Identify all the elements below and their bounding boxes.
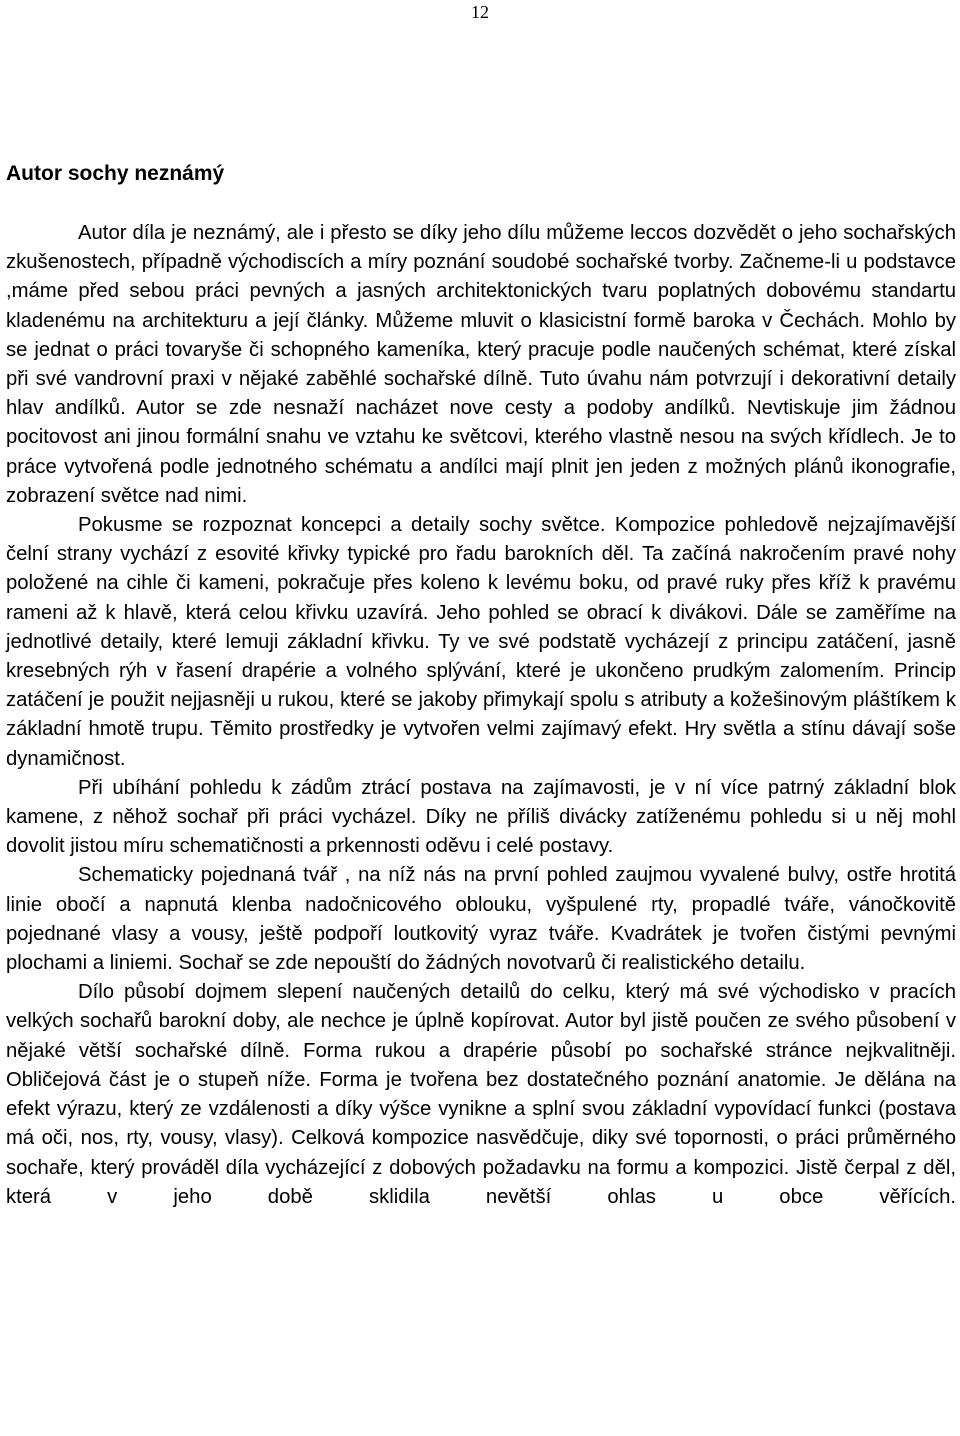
section-heading: Autor sochy neznámý — [6, 162, 225, 185]
paragraph-4: Schematicky pojednaná tvář , na níž nás na první pohled zaujmou vyvalené bulvy, ostře hrotitá linie obočí a napnutá klenba nadočnicového oblouku, vyšpulené rty, propadlé tváře, vánočkovitě pojednané vlasy a vousy, ještě podpoří loutkovitý vyraz tváře. Kvadrátek je tvořen čistými pevnými plochami a liniemi. Sochař se zde nepouští do žádných novotvarů či realistického detailu. — [6, 864, 956, 975]
paragraph-1: Autor díla je neznámý, ale i přesto se díky jeho dílu můžeme leccos dozvědět o jeho sochařských zkušenostech, případně východiscích a míry poznání soudobé sochařské tvorby. Začneme-li u podstavce ,máme před sebou práci pevných a jasných architektonických tvaru poplatných dobovému standartu kladenému na architekturu a její články. Můžeme mluvit o klasicistní formě baroka v Čechách. Mohlo by se jednat o práci tovaryše či schopného kameníka, který pracuje podle naučených schémat, které získal při své vandrovní praxi v nějaké zaběhlé sochařské dílně. Tuto úvahu nám potvrzují i dekorativní detaily hlav andílků. Autor se zde nesnaží nacházet nove cesty a podoby andílků. Nevtiskuje jim žádnou pocitovost ani jinou formální snahu ve vztahu ke světcovi, kterého vlastně nesou na svých křídlech. Je to práce vytvořená podle jednotného schématu a andílci mají plnit jen jeden z možných plánů ikonografie, zobrazení světce nad nimi. — [6, 222, 956, 507]
body-text — [6, 219, 956, 1212]
paragraph-5: Dílo působí dojmem slepení naučených detailů do celku, který má své východisko v pracích velkých sochařů barokní doby, ale nechce je úplně kopírovat. Autor byl jistě poučen ze svého působení v nějaké větší sochařské dílně. Forma rukou a drapérie působí po sochařské stránce nejkvalitněji. Obličejová část je o stupeň níže. Forma je tvořena bez dostatečného poznání anatomie. Je dělána na efekt výrazu, který ze vzdálenosti a díky výšce vynikne a splní svou základní vypovídací funkci (postava má oči, nos, rty, vousy, vlasy). Celková kompozice nasvědčuje, diky své topornosti, o práci průměrného sochaře, který prováděl díla vycházející z dobových požadavku na formu a kompozici. Jistě čerpal z děl, která v jeho době sklidila nevětší ohlas u obce věřících. — [6, 981, 956, 1208]
paragraph-3: Při ubíhání pohledu k zádům ztrácí postava na zajímavosti, je v ní více patrný základní blok kamene, z něhož sochař při práci vycházel. Díky ne příliš divácky zatíženému pohledu si u něj mohl dovolit jistou míru schematičnosti a prkennosti oděvu i celé postavy. — [6, 776, 956, 858]
page-number: 12 — [471, 2, 489, 22]
paragraph-2: Pokusme se rozpoznat koncepci a detaily sochy světce. Kompozice pohledově nejzajímavější čelní strany vychází z esovité křivky typické pro řadu barokních děl. Ta začíná nakročením pravé nohy položené na cihle či kameni, pokračuje přes koleno k levému boku, od pravé ruky přes kříž k pravému rameni až k hlavě, která celou křivku uzavírá. Jeho pohled se obrací k divákovi. Dále se zaměříme na jednotlivé detaily, které lemuji základní křivku. Ty ve své podstatě vycházejí z principu zatáčení, jasně kresebných rýh v řasení drapérie a volného splývání, které je ukončeno prudkým zalomením. Princip zatáčení je použit nejjasněji u rukou, které se jakoby přimykají spolu s atributy a kožešinovým pláštíkem k základní hmotě trupu. Těmito prostředky je vytvořen velmi zajímavý efekt. Hry světla a stínu dávají soše dynamičnost. — [6, 514, 956, 770]
